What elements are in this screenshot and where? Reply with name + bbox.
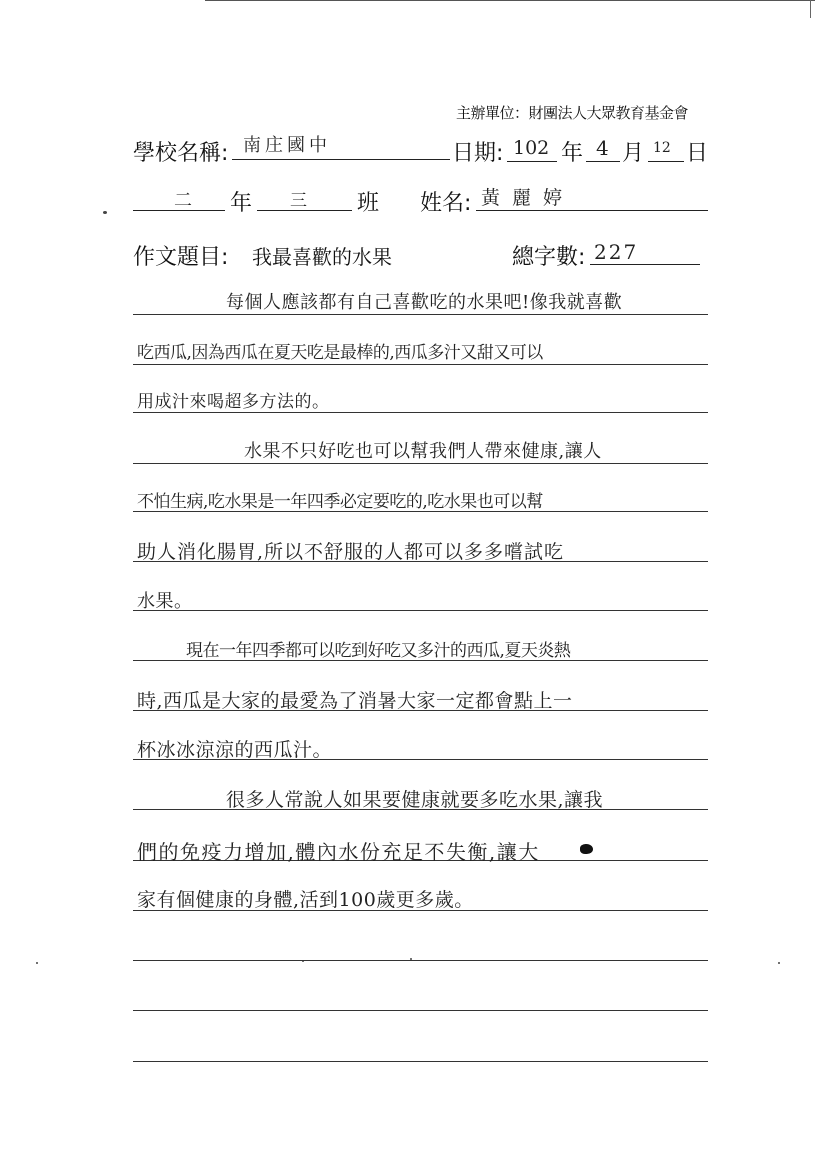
name-value: 黃麗婷 [481,187,575,209]
wordcount-label: 總字數: [512,245,586,270]
ruled-line [133,364,708,365]
scan-edge-top [205,0,815,1]
essay-line-12: 們的免疫力增加,體內水份充足不失衡,讓大 [137,840,540,864]
school-underline [232,159,450,160]
ruled-line [133,412,708,413]
grade-unit: 年 [230,191,253,216]
essay-line-11: 很多人常說人如果要健康就要多吃水果,讓我 [226,789,604,811]
scan-edge-right [810,0,811,18]
date-month-underline [586,161,620,162]
sponsor-text: 主辦單位：財團法人大眾教育基金會 [456,104,689,122]
grade-value: 二 [174,190,192,211]
month-unit: 月 [622,141,645,166]
class-unit: 班 [357,191,380,216]
essay-line-7: 水果。 [137,591,193,612]
name-underline [476,210,708,211]
name-label: 姓名: [420,191,472,216]
ruled-line [133,314,708,315]
essay-line-3: 用成汁來喝超多方法的。 [137,392,330,412]
wordcount-underline [590,264,700,265]
ink-blot [580,844,593,854]
date-year-underline [507,161,557,162]
ruled-line [133,463,708,464]
class-value: 三 [290,191,307,211]
essay-line-8: 現在一年四季都可以吃到好吃又多汁的西瓜,夏天炎熱 [186,641,571,661]
scan-speck [103,211,107,214]
school-value: 南庄國中 [243,135,331,156]
essay-line-2: 吃西瓜,因為西瓜在夏天吃是最棒的,西瓜多汁又甜又可以 [137,343,543,363]
essay-line-10: 杯冰冰涼涼的西瓜汁。 [137,739,333,761]
date-day-value: 12 [653,140,671,156]
ruled-line [133,1010,708,1011]
date-label: 日期: [452,141,504,166]
scan-speck [36,962,38,964]
essay-line-5: 不怕生病,吃水果是一年四季必定要吃的,吃水果也可以幫 [137,492,543,512]
grade-underline [133,210,225,211]
date-month-value: 4 [596,136,609,160]
class-underline [257,210,352,211]
ruled-line [133,610,708,611]
ruled-line [133,1061,708,1062]
school-label: 學校名稱: [133,141,229,166]
essay-line-13: 家有個健康的身體,活到100歲更多歲。 [137,889,474,911]
essay-line-1: 每個人應該都有自己喜歡吃的水果吧!像我就喜歡 [226,292,623,313]
scan-speck [778,962,780,964]
ruled-line [133,960,708,961]
wordcount-value: 227 [594,240,639,264]
topic-value: 我最喜歡的水果 [252,245,392,269]
essay-line-6: 助人消化腸胃,所以不舒服的人都可以多多嚐試吃 [137,541,565,563]
essay-line-4: 水果不只好吃也可以幫我們人帶來健康,讓人 [244,441,602,462]
year-unit: 年 [561,141,584,166]
day-unit: 日 [686,141,709,166]
topic-label: 作文題目: [133,245,229,270]
date-year-value: 102 [513,137,550,159]
essay-line-9: 時,西瓜是大家的最愛為了消暑大家一定都會點上一 [137,690,573,712]
date-day-underline [648,161,684,162]
